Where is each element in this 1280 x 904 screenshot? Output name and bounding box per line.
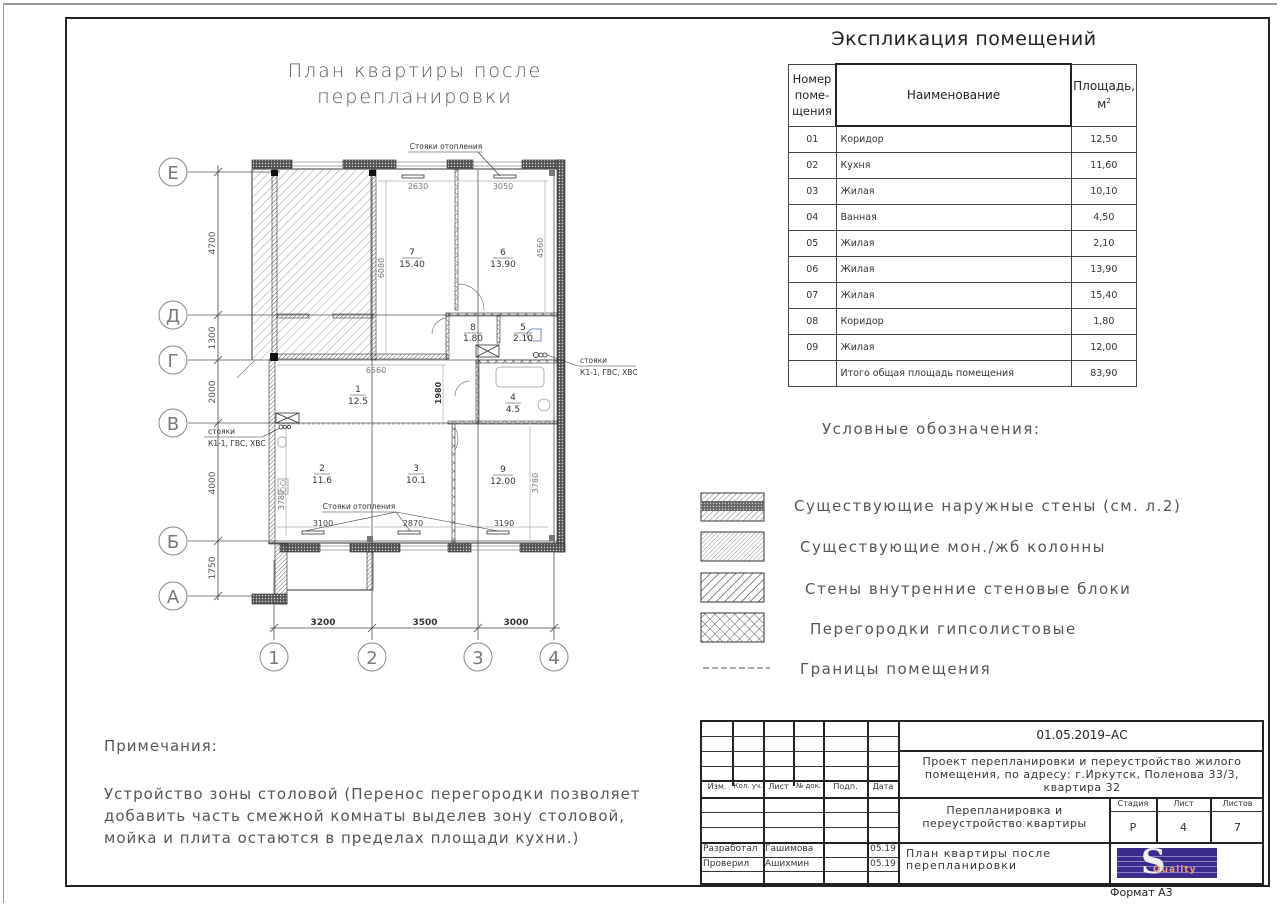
- axis-marker-B: [159, 527, 187, 555]
- callout-risers-left: [204, 427, 280, 448]
- room-number: 6: [500, 248, 506, 258]
- doc-line: переустройство квартиры: [922, 817, 1087, 830]
- room-number: 4: [510, 393, 516, 403]
- room-label-3: [406, 464, 426, 486]
- inner-dim-label: 3780: [277, 489, 286, 511]
- explication-table: [788, 63, 1137, 387]
- inner-dim-label: 1980: [434, 381, 443, 405]
- legend-item-column: Существующие мон./жб колонны: [800, 538, 1107, 556]
- room-area: 4.5: [505, 405, 521, 415]
- room-label-7: [399, 248, 425, 270]
- room-area: 2.10: [512, 334, 534, 344]
- explication-row: [789, 309, 1137, 335]
- explication-row: [789, 126, 1137, 153]
- sheets-value: 7: [1234, 821, 1241, 834]
- room-area: 12,50: [1071, 126, 1136, 153]
- room-number: 1: [355, 385, 361, 395]
- legend-item-interior-wall: Стены внутренние стеновые блоки: [805, 580, 1132, 598]
- axis-label: Б: [166, 532, 180, 553]
- notes-title: Примечания:: [104, 737, 218, 755]
- room-number: 02: [789, 153, 837, 179]
- room-name: Жилая: [836, 231, 1071, 257]
- legend-item-partition: Перегородки гипсолистовые: [810, 620, 1077, 638]
- room-area: 13.90: [490, 260, 516, 270]
- sheet-title-line: перепланировки: [906, 859, 1018, 872]
- inner-dim-label: 3100: [312, 519, 334, 528]
- room-label-5: [513, 323, 533, 344]
- explication-row: [789, 335, 1137, 361]
- room-name: Коридор: [836, 126, 1071, 153]
- legend-item-exterior-wall: Существующие наружные стены (см. л.2): [794, 497, 1182, 515]
- room-number: 5: [520, 323, 526, 333]
- room-label-6: [490, 248, 516, 270]
- room-area: 1.80: [462, 334, 484, 344]
- callout-heating-top: [408, 142, 500, 176]
- callout-text: стояки: [208, 427, 235, 436]
- room-number: 08: [789, 309, 837, 335]
- axis-label: Д: [165, 306, 181, 327]
- project-line: Проект перепланировки и переустройство жилого: [922, 755, 1242, 768]
- room-number: 05: [789, 231, 837, 257]
- dim-label: 4700: [208, 231, 218, 255]
- col-header: Лист: [768, 782, 789, 791]
- explication-header-row: [789, 64, 1137, 126]
- empty-cell: [789, 361, 837, 387]
- room-area: 15.40: [399, 260, 425, 270]
- room-name: Ванная: [836, 205, 1071, 231]
- developed-date: 05.19: [870, 844, 896, 854]
- col-header: Подп.: [833, 782, 858, 791]
- room-name: Жилая: [836, 257, 1071, 283]
- room-area: 10.1: [405, 476, 427, 486]
- room-number: 01: [789, 126, 837, 153]
- explication-row: [789, 283, 1137, 309]
- row-axis-markers: [159, 158, 187, 610]
- stage-label: Стадия: [1117, 799, 1149, 808]
- room-label-1: [348, 385, 368, 407]
- explication-row: [789, 257, 1137, 283]
- header-text: Площадь,: [1073, 78, 1135, 93]
- room-label-4: [505, 393, 521, 415]
- callout-text: Стояки отопления: [322, 502, 396, 511]
- dim-label: 1300: [208, 326, 218, 350]
- dim-label: 1750: [208, 556, 218, 580]
- axis-label: 2: [366, 648, 378, 669]
- callout-text: Стояки отопления: [409, 142, 483, 151]
- callout-text: К1-1, ГВС, ХВС: [580, 368, 638, 377]
- dim-label: 4000: [208, 471, 218, 495]
- room-number: 8: [470, 323, 476, 333]
- header-text: м: [1097, 96, 1107, 111]
- room-name: Жилая: [836, 283, 1071, 309]
- stage-value: Р: [1129, 821, 1137, 834]
- explication-row: [789, 231, 1137, 257]
- room-number: 2: [319, 464, 325, 474]
- dim-label: 2000: [208, 380, 218, 404]
- header-text: щения: [792, 104, 832, 118]
- axis-label: 4: [548, 648, 560, 669]
- callout-heating-bottom: [305, 502, 498, 531]
- room-area: 11.6: [311, 476, 333, 486]
- inner-dim-label: 2870: [402, 519, 424, 528]
- room-label-8: [463, 323, 483, 344]
- axis-marker-G: [159, 346, 187, 374]
- axis-marker-D: [159, 301, 187, 329]
- explication-row: [789, 179, 1137, 205]
- room-area: 15,40: [1071, 283, 1136, 309]
- callout-text: стояки: [580, 356, 607, 365]
- dim-label: 3500: [412, 618, 438, 628]
- notes-line: добавить часть смежной комнаты выделев зону столовой,: [104, 807, 626, 825]
- col-header-area: [1071, 64, 1136, 126]
- floor-plan: [0, 0, 700, 690]
- explication-title: Экспликация помещений: [831, 28, 1097, 50]
- axis-marker-E: [159, 158, 187, 186]
- legend-title: Условные обозначения:: [822, 420, 1041, 438]
- explication-total-row: [789, 361, 1137, 387]
- room-area: 2,10: [1071, 231, 1136, 257]
- room-number: 03: [789, 179, 837, 205]
- dim-label: 3000: [503, 618, 529, 628]
- room-number: 7: [409, 248, 415, 258]
- checked-date: 05.19: [870, 859, 896, 869]
- room-number: 06: [789, 257, 837, 283]
- project-line: квартира 32: [1043, 781, 1121, 794]
- legend-swatch-partition: [701, 613, 764, 642]
- room-name: Жилая: [836, 179, 1071, 205]
- company-logo: [1117, 848, 1217, 878]
- room-label-9: [490, 465, 516, 487]
- room-area: 4,50: [1071, 205, 1136, 231]
- room-name: Жилая: [836, 335, 1071, 361]
- sheet-label: Лист: [1173, 799, 1194, 808]
- header-text: Номер: [792, 72, 832, 86]
- inner-dim-label: 4560: [536, 237, 545, 259]
- project-description: [900, 755, 1264, 794]
- document-name: [900, 804, 1109, 830]
- room-number: 3: [413, 464, 419, 474]
- col-axis-markers: [260, 643, 568, 671]
- axis-label: Г: [167, 351, 179, 372]
- format-label: Формат А3: [1110, 886, 1173, 899]
- room-name: Кухня: [836, 153, 1071, 179]
- room-name: Коридор: [836, 309, 1071, 335]
- col-header: № док.: [795, 782, 822, 790]
- room-area: 11,60: [1071, 153, 1136, 179]
- callout-text: К1-1, ГВС, ХВС: [208, 439, 266, 448]
- dining-zone-hatch: [253, 170, 375, 360]
- doc-code: 01.05.2019–АС: [1036, 728, 1128, 742]
- notes-line: мойка и плита остаются в пределах площади кухни.): [104, 829, 580, 847]
- axis-marker-V: [159, 409, 187, 437]
- axis-label: А: [166, 587, 180, 608]
- checked-by: Ашихмин: [765, 859, 810, 869]
- col-header: Изм.: [707, 782, 727, 791]
- axis-label: 1: [268, 648, 280, 669]
- legend-swatches: [700, 490, 770, 685]
- col-header-number: [789, 64, 837, 126]
- axis-label: Е: [167, 163, 179, 184]
- axis-label: В: [166, 414, 180, 435]
- col-header: Кол. уч.: [733, 782, 763, 790]
- legend-swatch-interior-wall: [701, 573, 764, 602]
- inner-dim-label: 3050: [492, 182, 514, 191]
- room-area: 12.5: [347, 397, 369, 407]
- room-area: 13,90: [1071, 257, 1136, 283]
- sheets-label: Листов: [1222, 799, 1253, 808]
- header-sup: 2: [1106, 96, 1111, 105]
- notes-body: [104, 783, 704, 849]
- logo-text: Quality: [1153, 865, 1197, 875]
- explication-row: [789, 205, 1137, 231]
- room-area: 10,10: [1071, 179, 1136, 205]
- developed-by: Гашимова: [765, 844, 814, 854]
- sheet-title-line: План квартиры после: [906, 847, 1052, 860]
- room-number: 09: [789, 335, 837, 361]
- legend-item-dashed-line: Границы помещения: [800, 660, 992, 678]
- room-number: 9: [500, 465, 506, 475]
- col-header-name: Наименование: [836, 64, 1071, 126]
- inner-dim-label: 3780: [531, 472, 540, 494]
- plan-title-line1: План квартиры после: [287, 60, 543, 82]
- legend-swatch-exterior-wall: [701, 493, 764, 521]
- room-area: 1,80: [1071, 309, 1136, 335]
- inner-dim-label: 6080: [377, 257, 386, 279]
- sheet-title: [906, 848, 1106, 872]
- room-number: 07: [789, 283, 837, 309]
- logo-letter: S: [1141, 848, 1166, 878]
- axis-marker-A: [159, 582, 187, 610]
- project-line: помещения, по адресу: г.Иркутск, Поленова 33/3,: [924, 768, 1240, 781]
- dim-label: 3200: [310, 618, 336, 628]
- inner-dim-label: 2630: [407, 182, 429, 191]
- total-area: 83,90: [1071, 361, 1136, 387]
- notes-line: Устройство зоны столовой (Перенос перегородки позволяет: [104, 785, 641, 803]
- header-text: поме-: [794, 88, 830, 102]
- plan-title-line2: перепланировки: [317, 86, 513, 108]
- sheet-value: 4: [1180, 821, 1187, 834]
- legend-swatch-column: [701, 532, 764, 561]
- doc-line: Перепланировка и: [946, 804, 1063, 817]
- room-number: 04: [789, 205, 837, 231]
- developed-label: Разработал: [703, 844, 758, 854]
- explication-row: [789, 153, 1137, 179]
- total-label: Итого общая площадь помещения: [836, 361, 1071, 387]
- room-area: 12,00: [1071, 335, 1136, 361]
- checked-label: Проверил: [703, 859, 750, 869]
- room-area: 12.00: [490, 477, 516, 487]
- col-header: Дата: [872, 782, 894, 791]
- inner-dim-label: 6560: [365, 366, 387, 375]
- inner-dim-label: 3190: [493, 519, 515, 528]
- axis-label: 3: [472, 648, 484, 669]
- room-label-2: [312, 464, 332, 486]
